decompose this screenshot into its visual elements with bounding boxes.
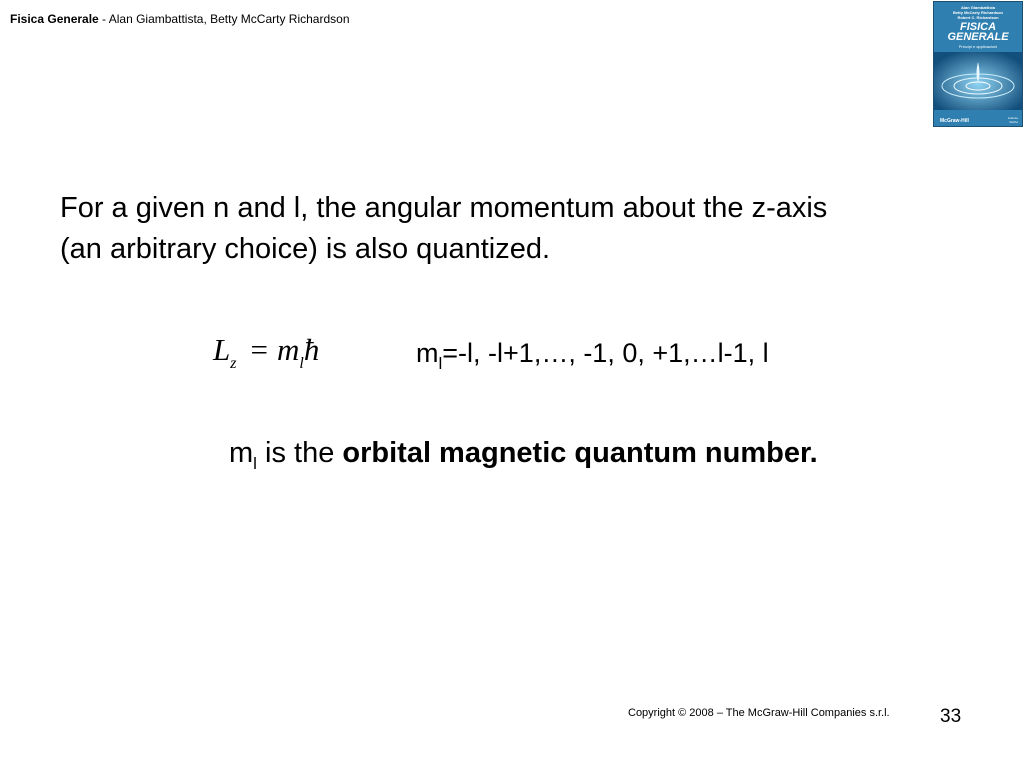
cover-subtitle: Principi e applicazioni (958, 44, 998, 49)
ml-definition (229, 437, 818, 473)
cover-publisher: McGraw-Hill (940, 118, 969, 124)
formula-equals: = (250, 332, 268, 367)
ml-subscript: l (438, 354, 443, 373)
book-authors: Alan Giambattista, Betty McCarty Richardson (108, 12, 350, 26)
slide-header (10, 12, 350, 26)
ml-values-range (416, 338, 769, 373)
angular-momentum-formula (213, 332, 320, 372)
copyright-notice: Copyright © 2008 – The McGraw-Hill Companies s.r.l. (628, 707, 890, 719)
water-drop-picture (934, 52, 1022, 110)
ml-values: =-l, -l+1,…, -1, 0, +1,…l-1, l (442, 338, 769, 368)
cover-title (934, 22, 1022, 42)
formula-lhs: L (213, 332, 231, 367)
formula-lhs-subscript: z (230, 355, 237, 372)
book-title: Fisica Generale (10, 12, 99, 26)
cover-note: scienze fisiche (1007, 116, 1018, 124)
intro-paragraph (60, 188, 980, 270)
page-number: 33 (940, 706, 962, 727)
ml-symbol: m (416, 338, 439, 368)
intro-line-1: For a given n and l, the angular momentum about the z-axis (60, 192, 828, 224)
formula-rhs-subscript: l (299, 355, 304, 372)
ml-def-text: is the (256, 437, 343, 469)
cover-title-line1: FISICA (959, 21, 997, 33)
book-cover-image (933, 1, 1023, 127)
ml-def-symbol: m (229, 437, 254, 469)
cover-title-line2: GENERALE (947, 31, 1009, 43)
cover-authors: Alan Giambattista Betty McCarty Richardson Robert C. Richardson (952, 5, 1003, 20)
ml-def-subscript: l (253, 454, 257, 473)
formula-rhs: m (276, 332, 300, 367)
header-separator: - (98, 12, 109, 26)
intro-line-2: (an arbitrary choice) is also quantized. (60, 233, 551, 265)
formula-hbar: ħ (303, 332, 320, 367)
ml-def-term: orbital magnetic quantum number. (342, 437, 818, 469)
